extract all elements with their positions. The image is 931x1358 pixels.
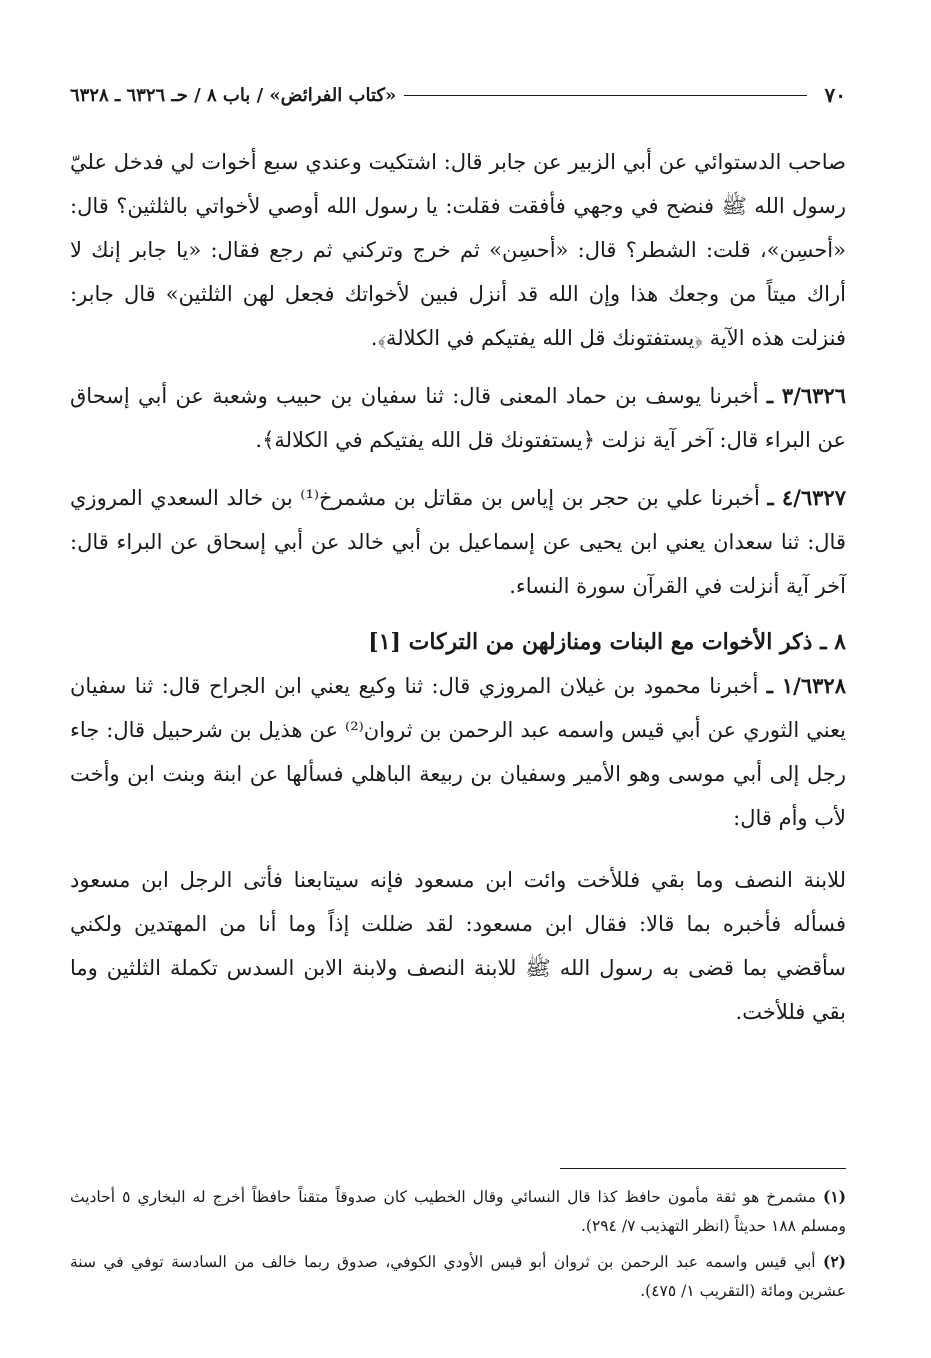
hadith-text: أخبرنا يوسف بن حماد المعنى قال: ثنا سفيان بن حبيب وشعبة عن أبي إسحاق عن البراء قال: آخر آية نزلت ﴿يستفتونك قل الله يفتيكم في الكلالة﴾. [70, 384, 846, 452]
hadith-text: أخبرنا علي بن حجر بن إياس بن مقاتل بن مشمرخ⁽¹⁾ بن خالد السعدي المروزي قال: ثنا سعدان يعني ابن يحيى عن إسماعيل بن أبي خالد عن أبي إسحاق عن البراء قال: آخر آية أنزلت في القرآن سورة النساء. [70, 486, 846, 598]
page-content [70, 78, 846, 1034]
footnotes [70, 1182, 846, 1312]
footnote [70, 1247, 846, 1306]
header-title: «كتاب الفرائض» / باب ٨ / حـ ٦٣٢٦ ـ ٦٣٢٨ [70, 84, 397, 106]
section-heading: ٨ ـ ذكر الأخوات مع البنات ومنازلهن من التركات [١] [368, 629, 846, 655]
main-text [70, 140, 846, 1034]
footnote [70, 1182, 846, 1241]
footnote-text: أبي قيس واسمه عبد الرحمن بن ثروان أبو قيس الأودي الكوفي، صدوق ربما خالف من السادسة توفي في سنة عشرين ومائة (التقريب ١/ ٤٧٥). [70, 1253, 846, 1300]
footnote-mark: (١) [823, 1187, 847, 1206]
paragraph [70, 140, 846, 360]
page-number: ٧٠ [824, 83, 846, 107]
footnote-mark: (٢) [823, 1252, 847, 1271]
footnote-separator [560, 1168, 846, 1169]
hadith-number: ٤/٦٣٢٧ ـ [767, 485, 846, 510]
hadith-entry [70, 476, 846, 608]
hadith-entry [70, 664, 846, 840]
header-rule [404, 95, 806, 96]
paragraph-text: صاحب الدستوائي عن أبي الزبير عن جابر قال: اشتكيت وعندي سبع أخوات لي فدخل عليّ رسول الله ﷺ فنضح في وجهي فأفقت فقلت: يا رسول الله أوصي لأخواتي بالثلثين؟ قال: «أحسِن»، قلت: الشطر؟ قال: «أحسِن» ثم خرج وتركني ثم رجع فقال: «يا جابر إنك لا أراك ميتاً من وجعك هذا وإن الله قد أنزل فبين لأخواتك فجعل لهن الثلثين» قال جابر: فنزلت هذه الآية ﴿يستفتونك قل الله يفتيكم في الكلالة﴾. [70, 150, 846, 350]
hadith-text: أخبرنا محمود بن غيلان المروزي قال: ثنا وكيع يعني ابن الجراح قال: ثنا سفيان يعني الثوري عن أبي قيس واسمه عبد الرحمن بن ثروان⁽²⁾ عن هذيل بن شرحبيل قال: جاء رجل إلى أبي موسى وهو الأمير وسفيان بن ربيعة الباهلي فسألها عن ابنة وبنت ابن وأخت لأب وأم قال: [70, 674, 847, 830]
paragraph [70, 858, 846, 1034]
running-header [70, 78, 846, 112]
hadith-number: ٣/٦٣٢٦ ـ [766, 383, 846, 408]
footnote-text: مشمرخ هو ثقة مأمون حافظ كذا قال النسائي وقال الخطيب كان صدوقاً متقناً حافظاً أخرج له البخاري ٥ أحاديث ومسلم ١٨٨ حديثاً (انظر التهذيب ٧/ ٢٩٤). [70, 1188, 846, 1235]
hadith-entry [70, 374, 846, 462]
paragraph-text: للابنة النصف وما بقي فللأخت وائت ابن مسعود فإنه سيتابعنا فأتى الرجل ابن مسعود فسأله فأخبره بما قالا: فقال ابن مسعود: لقد ضللت إذاً وما أنا من المهتدين ولكني سأقضي بما قضى به رسول الله ﷺ للابنة النصف ولابنة الابن السدس تكملة الثلثين وما بقي فللأخت. [70, 868, 846, 1024]
hadith-number: ١/٦٣٢٨ ـ [766, 673, 846, 698]
